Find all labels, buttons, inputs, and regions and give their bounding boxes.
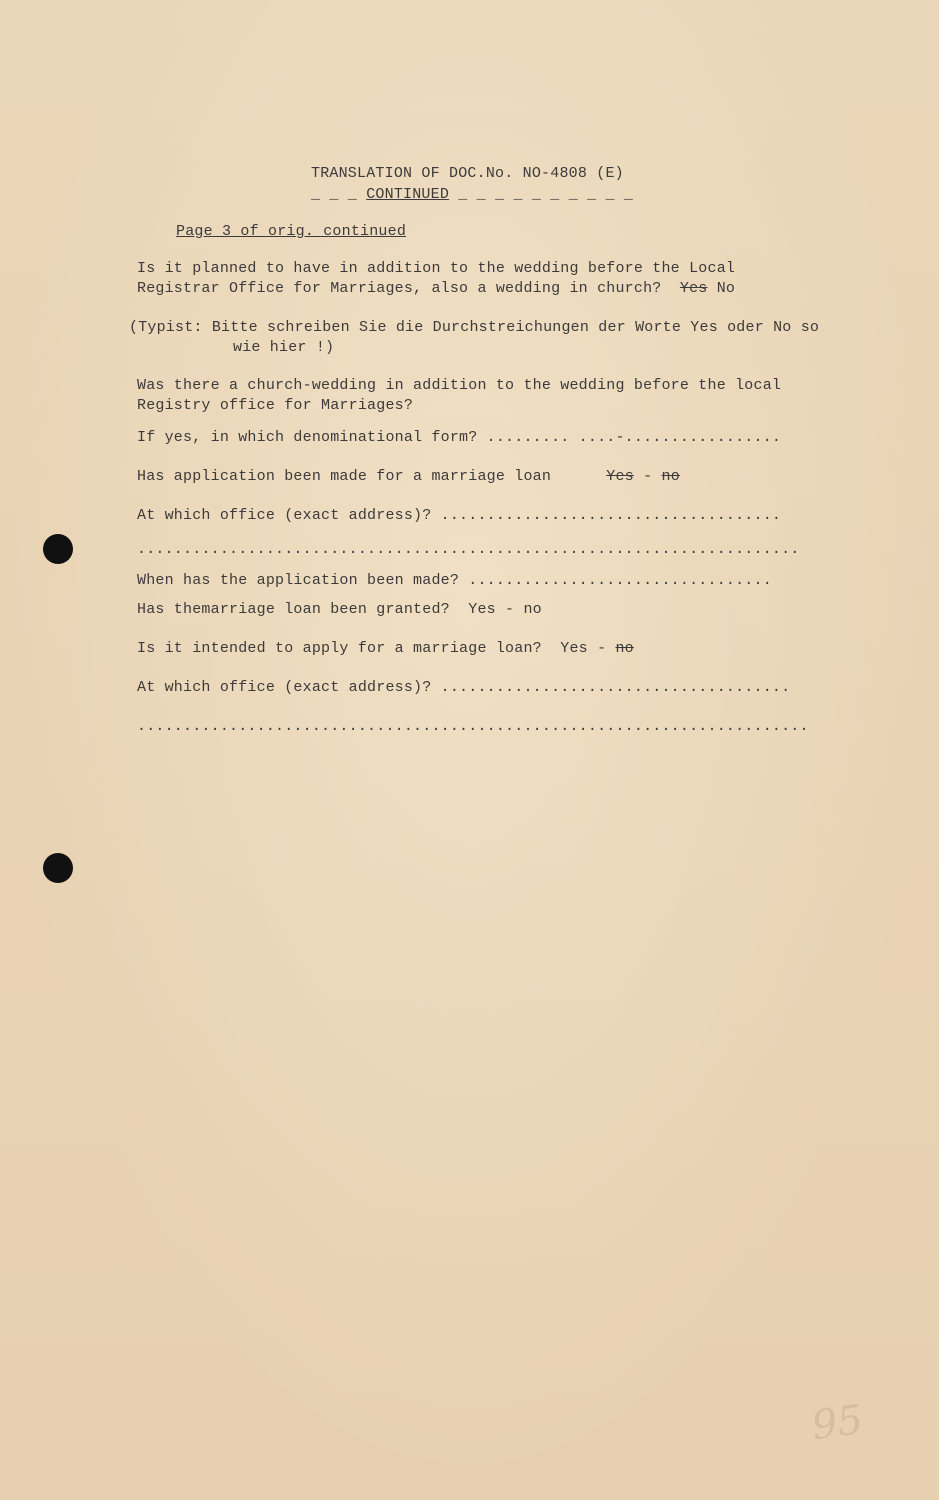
punch-hole bbox=[43, 853, 73, 883]
question-church-wedding-held-line2: Registry office for Marriages? bbox=[137, 397, 414, 414]
question-text: Is it intended to apply for a marriage loan? Yes - bbox=[137, 640, 616, 657]
typist-note-line1: (Typist: Bitte schreiben Sie die Durchstreichungen der Worte Yes oder No so bbox=[129, 319, 820, 336]
question-loan-office: At which office (exact address)? ..................................... bbox=[137, 507, 782, 524]
answer-no-struck: no bbox=[661, 468, 680, 485]
continued-label: CONTINUED bbox=[366, 186, 450, 203]
pencil-page-number: 95 bbox=[809, 1396, 866, 1450]
question-text: Registrar Office for Marriages, also a wedding in church? bbox=[137, 280, 662, 297]
document-title: TRANSLATION OF DOC.No. NO-4808 (E) bbox=[311, 165, 624, 182]
question-church-wedding-planned-line2 bbox=[137, 279, 735, 299]
address-dotted-line: ........................................................................ bbox=[137, 541, 800, 558]
answer-yes-struck: Yes bbox=[679, 280, 708, 297]
question-loan-granted: Has themarriage loan been granted? Yes - no bbox=[137, 601, 542, 618]
answer-separator: - bbox=[633, 468, 662, 485]
question-intended-office: At which office (exact address)? ...................................... bbox=[137, 679, 791, 696]
address-dotted-line: ......................................................................... bbox=[137, 718, 809, 735]
question-text: Has application been made for a marriage loan bbox=[137, 468, 552, 485]
continued-line: _ _ _ CONTINUED _ _ _ _ _ _ _ _ _ _ bbox=[311, 186, 634, 203]
question-church-wedding-planned-line1: Is it planned to have in addition to the wedding before the Local bbox=[137, 260, 736, 277]
answer-no-struck: no bbox=[615, 640, 634, 657]
page-reference: Page 3 of orig. continued bbox=[176, 223, 407, 240]
answer-no: No bbox=[716, 280, 736, 297]
question-church-wedding-held-line1: Was there a church-wedding in addition to the wedding before the local bbox=[137, 377, 782, 394]
question-application-date: When has the application been made? ................................. bbox=[137, 572, 772, 589]
answer-yes-struck: Yes bbox=[606, 468, 634, 485]
punch-hole bbox=[43, 534, 73, 564]
typist-note-line2: wie hier !) bbox=[233, 339, 335, 356]
question-loan-applied bbox=[137, 467, 680, 487]
question-intend-apply bbox=[137, 639, 634, 659]
question-denominational-form: If yes, in which denominational form? ......... ....-................. bbox=[137, 429, 782, 446]
